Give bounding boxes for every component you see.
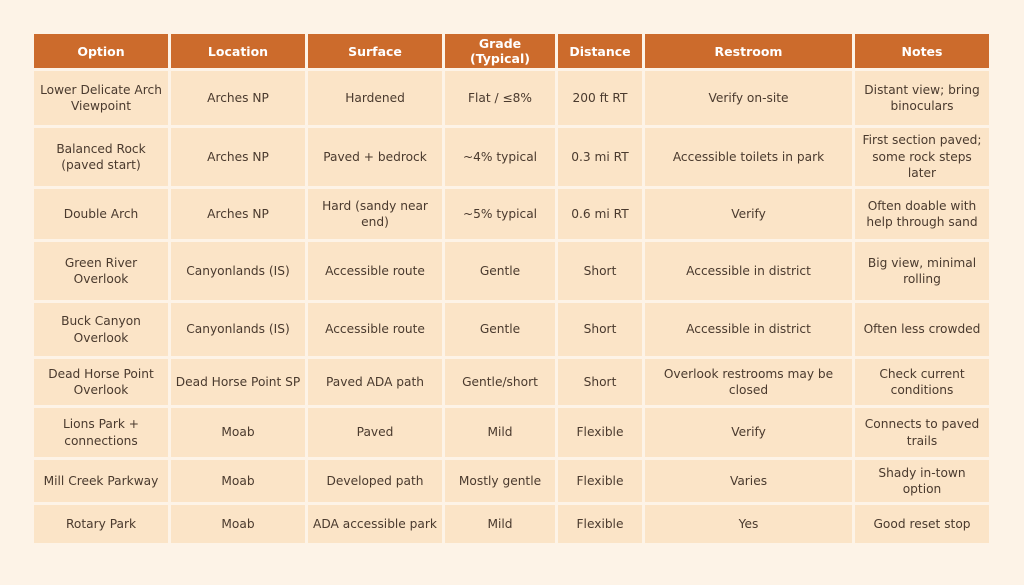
cell-distance: Flexible <box>558 460 642 502</box>
cell-notes: Often less crowded <box>855 303 989 356</box>
cell-grade: Gentle <box>445 242 555 300</box>
cell-grade: Mild <box>445 408 555 457</box>
table-row <box>34 460 989 502</box>
cell-distance: Short <box>558 303 642 356</box>
cell-option: Buck Canyon Overlook <box>34 303 168 356</box>
cell-distance: 0.6 mi RT <box>558 189 642 239</box>
cell-restroom: Verify <box>645 408 852 457</box>
table-row <box>34 303 989 356</box>
cell-surface: Hardened <box>308 71 442 125</box>
cell-surface: Paved ADA path <box>308 359 442 405</box>
table-row <box>34 189 989 239</box>
cell-location: Moab <box>171 408 305 457</box>
cell-grade: Gentle/short <box>445 359 555 405</box>
cell-option: Balanced Rock (paved start) <box>34 128 168 186</box>
cell-option: Lower Delicate Arch Viewpoint <box>34 71 168 125</box>
cell-restroom: Yes <box>645 505 852 543</box>
cell-grade: ~4% typical <box>445 128 555 186</box>
cell-option: Mill Creek Parkway <box>34 460 168 502</box>
cell-restroom: Accessible toilets in park <box>645 128 852 186</box>
table-row <box>34 242 989 300</box>
cell-restroom: Accessible in district <box>645 242 852 300</box>
cell-option: Rotary Park <box>34 505 168 543</box>
cell-surface: Hard (sandy near end) <box>308 189 442 239</box>
cell-location: Arches NP <box>171 128 305 186</box>
cell-surface: Developed path <box>308 460 442 502</box>
cell-restroom: Verify on-site <box>645 71 852 125</box>
cell-grade: Gentle <box>445 303 555 356</box>
cell-surface: Accessible route <box>308 303 442 356</box>
cell-option: Lions Park + connections <box>34 408 168 457</box>
cell-surface: Paved + bedrock <box>308 128 442 186</box>
cell-grade: Flat / ≤8% <box>445 71 555 125</box>
cell-distance: 200 ft RT <box>558 71 642 125</box>
cell-location: Moab <box>171 460 305 502</box>
cell-option: Double Arch <box>34 189 168 239</box>
cell-surface: Accessible route <box>308 242 442 300</box>
cell-location: Canyonlands (IS) <box>171 242 305 300</box>
cell-distance: Flexible <box>558 408 642 457</box>
cell-grade: Mostly gentle <box>445 460 555 502</box>
cell-location: Arches NP <box>171 189 305 239</box>
cell-notes: Good reset stop <box>855 505 989 543</box>
cell-restroom: Verify <box>645 189 852 239</box>
header-notes: Notes <box>855 34 989 68</box>
table-row <box>34 128 989 186</box>
header-grade: Grade (Typical) <box>445 34 555 68</box>
header-surface: Surface <box>308 34 442 68</box>
cell-location: Moab <box>171 505 305 543</box>
cell-distance: Flexible <box>558 505 642 543</box>
header-option: Option <box>34 34 168 68</box>
table-row <box>34 359 989 405</box>
table-row <box>34 71 989 125</box>
cell-notes: Big view, minimal rolling <box>855 242 989 300</box>
cell-location: Canyonlands (IS) <box>171 303 305 356</box>
cell-option: Dead Horse Point Overlook <box>34 359 168 405</box>
cell-notes: Connects to paved trails <box>855 408 989 457</box>
header-distance: Distance <box>558 34 642 68</box>
cell-distance: Short <box>558 242 642 300</box>
table-row <box>34 408 989 457</box>
cell-option: Green River Overlook <box>34 242 168 300</box>
header-location: Location <box>171 34 305 68</box>
cell-notes: Check current conditions <box>855 359 989 405</box>
header-restroom: Restroom <box>645 34 852 68</box>
cell-surface: ADA accessible park <box>308 505 442 543</box>
cell-notes: Distant view; bring binoculars <box>855 71 989 125</box>
trail-options-table <box>31 31 992 546</box>
cell-notes: Often doable with help through sand <box>855 189 989 239</box>
cell-notes: Shady in-town option <box>855 460 989 502</box>
cell-location: Dead Horse Point SP <box>171 359 305 405</box>
cell-location: Arches NP <box>171 71 305 125</box>
table-row <box>34 505 989 543</box>
cell-notes: First section paved; some rock steps later <box>855 128 989 186</box>
cell-grade: ~5% typical <box>445 189 555 239</box>
cell-restroom: Overlook restrooms may be closed <box>645 359 852 405</box>
cell-restroom: Accessible in district <box>645 303 852 356</box>
cell-distance: Short <box>558 359 642 405</box>
cell-surface: Paved <box>308 408 442 457</box>
header-row <box>34 34 989 68</box>
cell-restroom: Varies <box>645 460 852 502</box>
trail-options-table-container <box>34 34 989 543</box>
cell-grade: Mild <box>445 505 555 543</box>
cell-distance: 0.3 mi RT <box>558 128 642 186</box>
